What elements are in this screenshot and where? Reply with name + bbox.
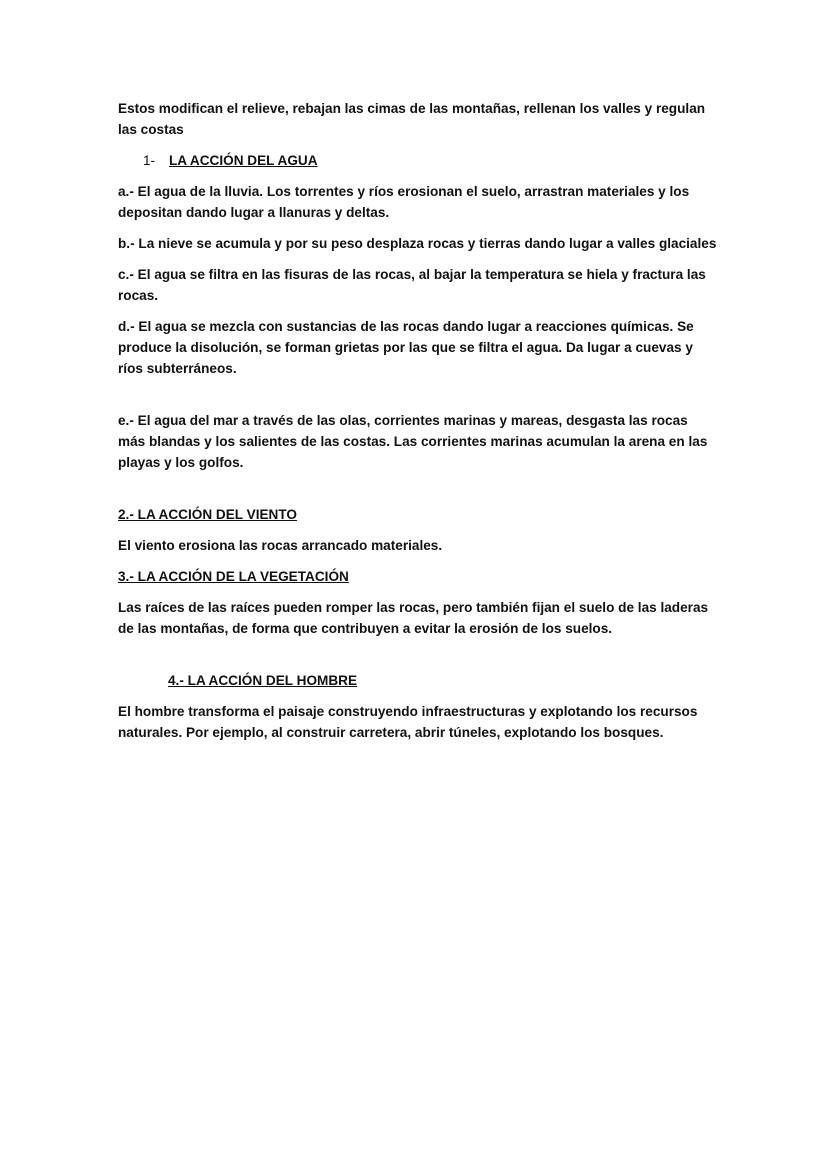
water-item-d: d.- El agua se mezcla con sustancias de las rocas dando lugar a reacciones químicas. Se produce la disolución, se forman grietas por las que se filtra el agua. Da lugar a cuevas y ríos subterráneos.	[118, 319, 694, 376]
document-body	[118, 98, 718, 743]
section-4-title: 4.- LA ACCIÓN DEL HOMBRE	[168, 673, 358, 688]
section-1-number: 1-	[143, 153, 156, 168]
water-item-e: e.- El agua del mar a través de las olas, corrientes marinas y mareas, desgasta las rocas más blandas y los salientes de las costas. Las corrientes marinas acumulan la arena en las playas y los golfos.	[118, 413, 708, 470]
intro-paragraph: Estos modifican el relieve, rebajan las cimas de las montañas, rellenan los valles y regulan las costas	[118, 101, 706, 137]
section-1-title: LA ACCIÓN DEL AGUA	[169, 153, 318, 168]
section-1-heading	[118, 150, 718, 171]
section-3-title: 3.- LA ACCIÓN DE LA VEGETACIÓN	[118, 569, 349, 584]
section-2-text: El viento erosiona las rocas arrancado materiales.	[118, 538, 443, 553]
section-3-text: Las raíces de las raíces pueden romper las rocas, pero también fijan el suelo de las laderas de las montañas, de forma que contribuyen a evitar la erosión de los suelos.	[118, 600, 709, 636]
water-item-a: a.- El agua de la lluvia. Los torrentes y ríos erosionan el suelo, arrastran materiales y los depositan dando lugar a llanuras y deltas.	[118, 184, 690, 220]
water-item-c: c.- El agua se filtra en las fisuras de las rocas, al bajar la temperatura se hiela y fractura las rocas.	[118, 267, 706, 303]
section-4-text: El hombre transforma el paisaje construyendo infraestructuras y explotando los recursos naturales. Por ejemplo, al construir carretera, abrir túneles, explotando los bosques.	[118, 704, 698, 740]
water-item-b: b.- La nieve se acumula y por su peso desplaza rocas y tierras dando lugar a valles glaciales	[118, 236, 717, 251]
section-2-title: 2.- LA ACCIÓN DEL VIENTO	[118, 507, 298, 522]
